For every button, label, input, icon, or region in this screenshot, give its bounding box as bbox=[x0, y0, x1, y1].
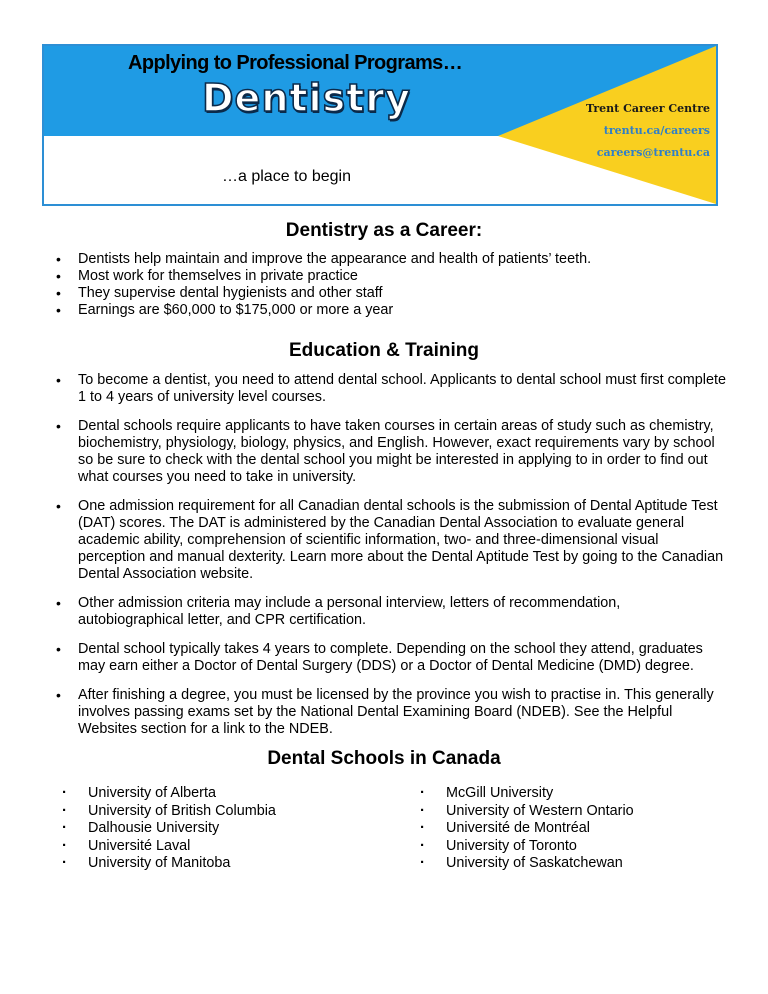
list-item: • They supervise dental hygienists and other staff bbox=[52, 285, 732, 302]
schools-left-column bbox=[58, 785, 416, 873]
list-item: • Dentists help maintain and improve the appearance and health of patients’ teeth. bbox=[52, 251, 732, 268]
career-centre-name: Trent Career Centre bbox=[585, 102, 710, 115]
list-item: • After finishing a degree, you must be licensed by the province you wish to practise in. This generally involves passing exams set by the National Dental Examining Board (NDEB). See the Helpful Websites section for a link to the NDEB. bbox=[52, 687, 728, 738]
banner-title: Applying to Professional Programs… bbox=[128, 52, 463, 74]
school-item: · University of British Columbia bbox=[58, 803, 416, 821]
list-item: • One admission requirement for all Canadian dental schools is the submission of Dental Aptitude Test (DAT) scores. The DAT is administered by the Canadian Dental Association to evaluate general academic ability, comprehension of scientific information, two- and three-dimensional visual perception and manual dexterity. Learn more about the Dental Aptitude Test by going to the Canadian Dental Association website. bbox=[52, 498, 728, 583]
school-item: · University of Saskatchewan bbox=[416, 855, 716, 873]
list-item: • To become a dentist, you need to attend dental school. Applicants to dental school must first complete 1 to 4 years of university level courses. bbox=[52, 372, 728, 406]
banner-tagline: …a place to begin bbox=[222, 168, 351, 185]
list-item: • Other admission criteria may include a personal interview, letters of recommendation, autobiographical letter, and CPR certification. bbox=[52, 595, 728, 629]
list-item: • Earnings are $60,000 to $175,000 or more a year bbox=[52, 302, 732, 319]
school-item: · University of Manitoba bbox=[58, 855, 416, 873]
schools-heading: Dental Schools in Canada bbox=[267, 748, 501, 769]
schools-columns bbox=[58, 785, 738, 873]
education-heading: Education & Training bbox=[288, 340, 479, 361]
career-heading: Dentistry as a Career: bbox=[285, 220, 483, 241]
list-item: • Most work for themselves in private practice bbox=[52, 268, 732, 285]
header-banner bbox=[42, 44, 718, 206]
career-list bbox=[52, 251, 732, 319]
school-item: · Université de Montréal bbox=[416, 820, 716, 838]
education-list bbox=[52, 372, 728, 750]
school-item: · University of Toronto bbox=[416, 838, 716, 856]
school-item: · Université Laval bbox=[58, 838, 416, 856]
banner-subject: Dentistry bbox=[202, 76, 411, 120]
school-item: · University of Alberta bbox=[58, 785, 416, 803]
career-centre-email-link[interactable]: careers@trentu.ca bbox=[596, 146, 710, 159]
school-item: · McGill University bbox=[416, 785, 716, 803]
schools-right-column bbox=[416, 785, 716, 873]
list-item: • Dental school typically takes 4 years to complete. Depending on the school they attend, graduates may earn either a Doctor of Dental Surgery (DDS) or a Doctor of Dental Medicine (DMD) degree. bbox=[52, 641, 728, 675]
career-centre-website-link[interactable]: trentu.ca/careers bbox=[603, 124, 710, 137]
list-item: • Dental schools require applicants to have taken courses in certain areas of study such as chemistry, biochemistry, physiology, biology, physics, and English. However, exact requirements vary by school so be sure to check with the dental school you might be interested in applying to in order to find out what courses you need to take in university. bbox=[52, 418, 728, 486]
school-item: · Dalhousie University bbox=[58, 820, 416, 838]
school-item: · University of Western Ontario bbox=[416, 803, 716, 821]
